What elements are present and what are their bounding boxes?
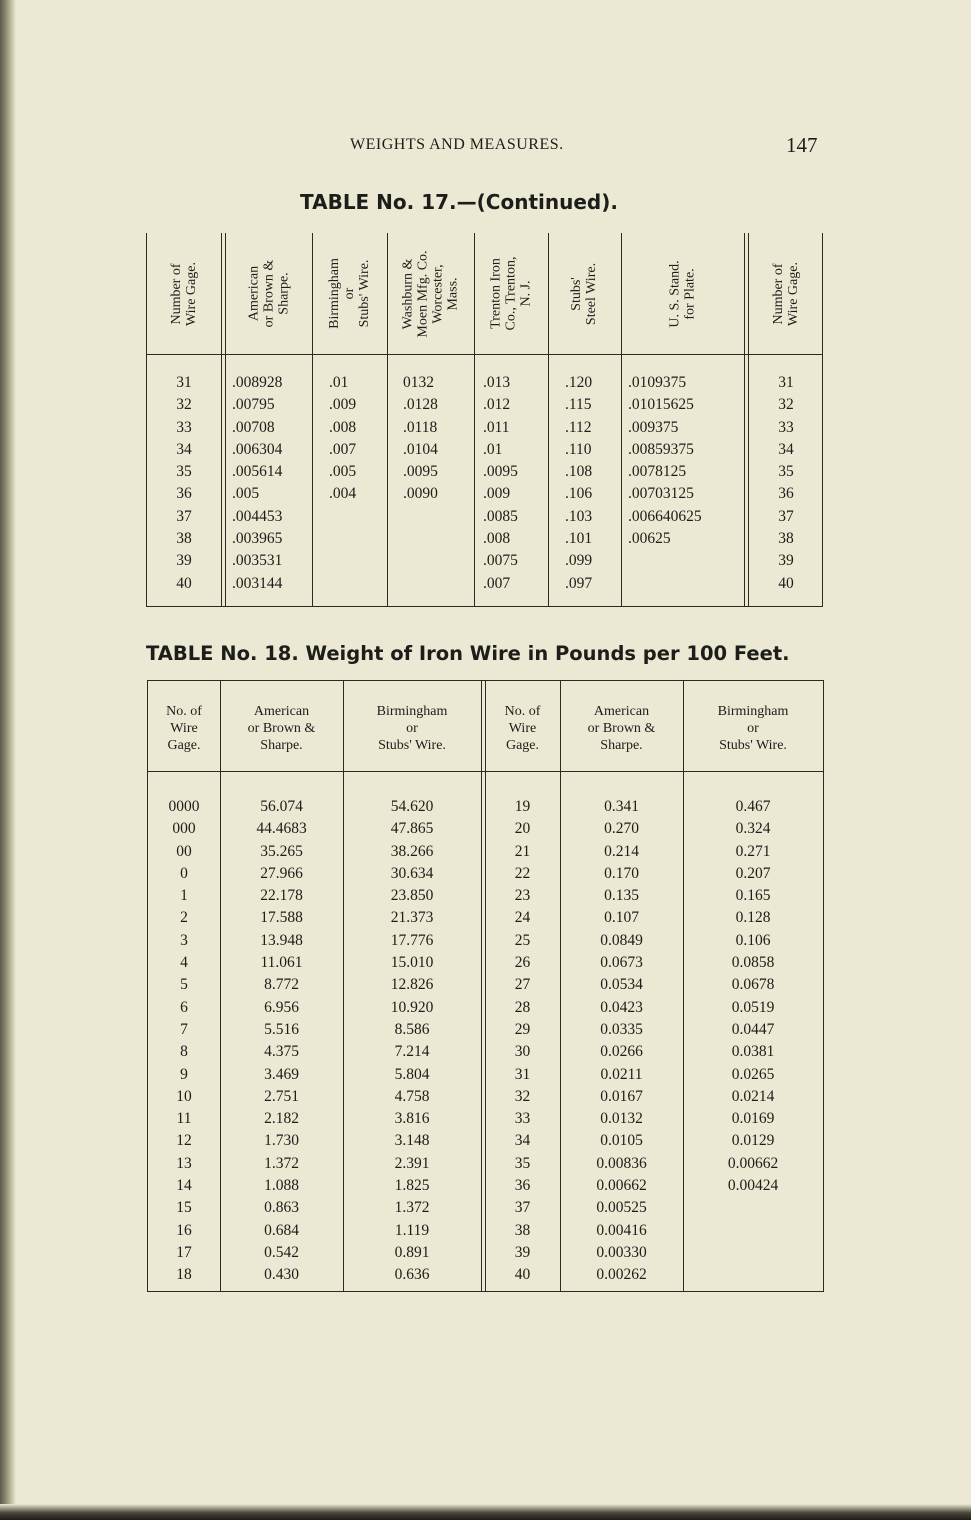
table18-col-gage: 0000 000 00 0 1 2 3 4 5 6 7 8 9 10 11 12 13 14 15 16 17 18 bbox=[168, 798, 200, 1284]
table17-header-washburn: Washburn & Moen Mfg. Co. Worcester, Mass. bbox=[400, 249, 461, 338]
table17-header-gage-right: Number of Wire Gage. bbox=[771, 261, 801, 326]
table17-header-rule bbox=[147, 354, 822, 355]
table17-col-trenton: .013 .012 .011 .01 .0095 .009 .0085 .008 .0075 .007 bbox=[483, 374, 518, 592]
page-number: 147 bbox=[786, 133, 818, 157]
table18-col-american: 56.074 44.4683 35.265 27.966 22.178 17.588 13.948 11.061 8.772 6.956 5.516 4.375 3.469 2.751 2.182 1.730 1.372 1.088 0.863 0.684 0.542 0.430 bbox=[256, 798, 307, 1284]
table17-col-us-standard: .0109375 .01015625 .009375 .00859375 .0078125 .00703125 .006640625 .00625 bbox=[628, 374, 702, 548]
table18-col-gage2: 19 20 21 22 23 24 25 26 27 28 29 30 31 32 33 34 35 36 37 38 39 40 bbox=[514, 798, 531, 1284]
table17-header-american: American or Brown & Sharpe. bbox=[245, 259, 291, 328]
table17-col-american: .008928 .00795 .00708 .006304 .005614 .005 .004453 .003965 .003531 .003144 bbox=[232, 374, 283, 592]
table17-col-birmingham: .01 .009 .008 .007 .005 .004 bbox=[329, 374, 357, 503]
table17-title: TABLE No. 17.—(Continued). bbox=[300, 190, 618, 214]
table18-header-gage: No. of Wire Gage. bbox=[166, 704, 202, 753]
table17-divider bbox=[221, 233, 222, 606]
table18-divider bbox=[481, 681, 482, 1291]
table17-header-gage: Number of Wire Gage. bbox=[169, 261, 199, 326]
page-edge-left bbox=[0, 0, 16, 1520]
table18-col-birmingham2: 0.467 0.324 0.271 0.207 0.165 0.128 0.106 0.0858 0.0678 0.0519 0.0447 0.0381 0.0265 0.0214 0.0169 0.0129 0.00662 0.00424 bbox=[727, 798, 779, 1195]
table17 bbox=[146, 233, 823, 607]
table18-col-birmingham: 54.620 47.865 38.266 30.634 23.850 21.373 17.776 15.010 12.826 10.920 8.586 7.214 5.804 4.758 3.816 3.148 2.391 1.825 1.372 1.119 0.891 0.636 bbox=[390, 798, 434, 1284]
table17-header-trenton: Trenton Iron Co., Trenton, N. J. bbox=[488, 256, 534, 331]
table18-header-birmingham2: Birmingham or Stubs' Wire. bbox=[717, 704, 789, 753]
page-edge-bottom bbox=[0, 1504, 971, 1520]
table17-col-gage-right: 31 32 33 34 35 36 37 38 39 40 bbox=[778, 374, 794, 592]
table17-col-washburn: 0132 .0128 .0118 .0104 .0095 .0090 bbox=[403, 374, 438, 503]
table17-col-stubs-steel: .120 .115 .112 .110 .108 .106 .103 .101 .099 .097 bbox=[565, 374, 593, 592]
table18 bbox=[147, 680, 824, 1292]
running-head: WEIGHTS AND MEASURES. bbox=[350, 136, 564, 153]
table18-header-rule bbox=[148, 771, 823, 772]
table18-header-birmingham: Birmingham or Stubs' Wire. bbox=[376, 704, 448, 753]
table18-header-american: American or Brown & Sharpe. bbox=[247, 704, 316, 753]
table17-divider bbox=[744, 233, 745, 606]
table18-header-gage2: No. of Wire Gage. bbox=[504, 704, 541, 753]
table18-col-american2: 0.341 0.270 0.214 0.170 0.135 0.107 0.0849 0.0673 0.0534 0.0423 0.0335 0.0266 0.0211 0.0167 0.0132 0.0105 0.00836 0.00662 0.00525 0.00416 0.00330 0.00262 bbox=[596, 798, 647, 1284]
table17-header-stubs-steel: Stubs' Steel Wire. bbox=[569, 262, 600, 325]
table18-title: TABLE No. 18. Weight of Iron Wire in Pounds per 100 Feet. bbox=[146, 642, 790, 665]
table17-header-us-standard: U. S. Stand. for Plate. bbox=[667, 259, 698, 328]
table17-header-birmingham: Birmingham or Stubs' Wire. bbox=[327, 258, 372, 329]
table17-col-gage: 31 32 33 34 35 36 37 38 39 40 bbox=[176, 374, 192, 592]
table18-header-american2: American or Brown & Sharpe. bbox=[587, 704, 656, 753]
